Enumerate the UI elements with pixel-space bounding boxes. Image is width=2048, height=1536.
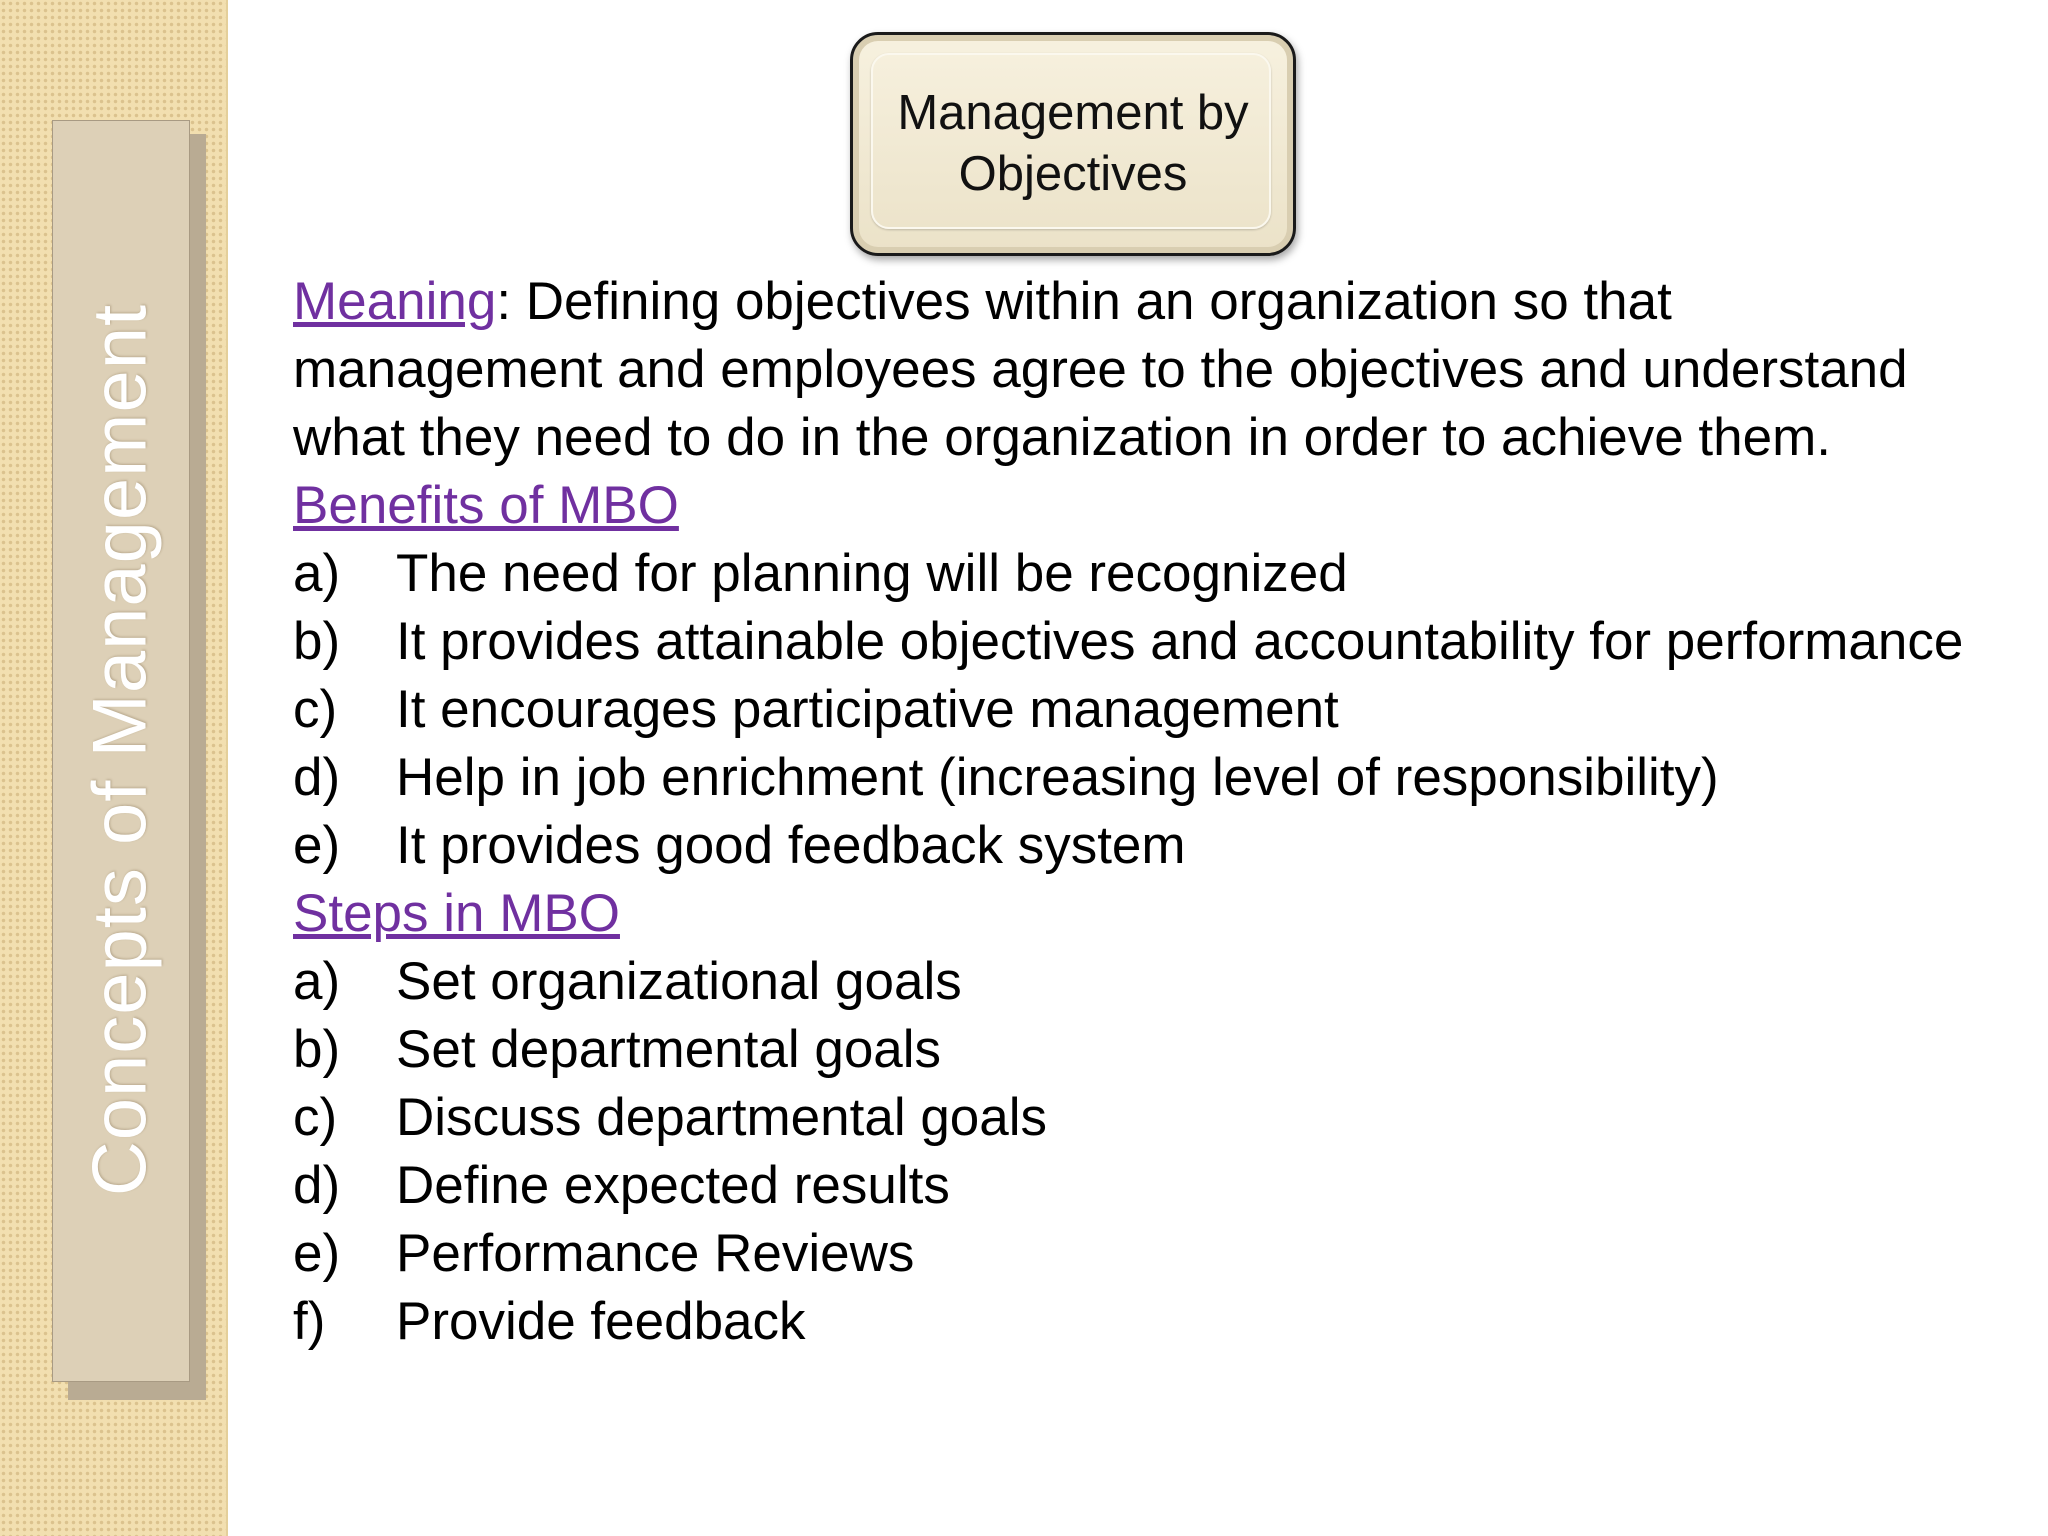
meaning-link[interactable]: Meaning [293, 272, 497, 331]
list-marker: a) [293, 544, 341, 603]
steps-link[interactable]: Steps in MBO [293, 884, 620, 943]
benefits-link[interactable]: Benefits of MBO [293, 476, 679, 535]
list-item [293, 1016, 1975, 1084]
list-item-text: Performance Reviews [396, 1224, 915, 1283]
list-item [293, 1288, 1975, 1356]
list-item [293, 608, 1975, 676]
list-item-text: It provides attainable objectives and accountability for performance [396, 612, 1964, 671]
list-item-text: Help in job enrichment (increasing level of responsibility) [396, 748, 1719, 807]
list-marker: d) [293, 1156, 341, 1215]
meaning-paragraph [293, 268, 1975, 472]
slide-title [897, 83, 1248, 205]
list-item-text: It provides good feedback system [396, 816, 1186, 875]
steps-heading [293, 880, 1975, 948]
list-marker: c) [293, 1088, 338, 1147]
list-item [293, 1220, 1975, 1288]
list-item-text: Discuss departmental goals [396, 1088, 1048, 1147]
list-item [293, 948, 1975, 1016]
list-item [293, 1084, 1975, 1152]
side-title: Concepts of Management [77, 303, 163, 1197]
list-marker: f) [293, 1292, 326, 1351]
slide-title-line-1: Management by [897, 86, 1249, 140]
list-marker: e) [293, 816, 341, 875]
list-marker: a) [293, 952, 341, 1011]
list-marker: e) [293, 1224, 341, 1283]
benefits-heading [293, 472, 1975, 540]
list-item [293, 540, 1975, 608]
list-item [293, 812, 1975, 880]
list-item-text: It encourages participative management [396, 680, 1339, 739]
slide-title-line-2: Objectives [958, 147, 1188, 201]
benefits-list [293, 540, 1975, 880]
list-item [293, 1152, 1975, 1220]
list-item-text: Provide feedback [396, 1292, 806, 1351]
list-item [293, 744, 1975, 812]
list-item-text: Define expected results [396, 1156, 950, 1215]
steps-list [293, 948, 1975, 1356]
list-marker: d) [293, 748, 341, 807]
list-marker: c) [293, 680, 338, 739]
list-item-text: Set departmental goals [396, 1020, 942, 1079]
meaning-text: : Defining objectives within an organization so that management and employees agree to the objectives and understand what they need to do in the organization in order to achieve them. [293, 272, 1908, 467]
list-marker: b) [293, 612, 341, 671]
list-item [293, 676, 1975, 744]
list-item-text: Set organizational goals [396, 952, 962, 1011]
list-marker: b) [293, 1020, 341, 1079]
slide-content [293, 268, 1975, 1356]
list-item-text: The need for planning will be recognized [396, 544, 1348, 603]
slide-title-box [850, 32, 1296, 256]
